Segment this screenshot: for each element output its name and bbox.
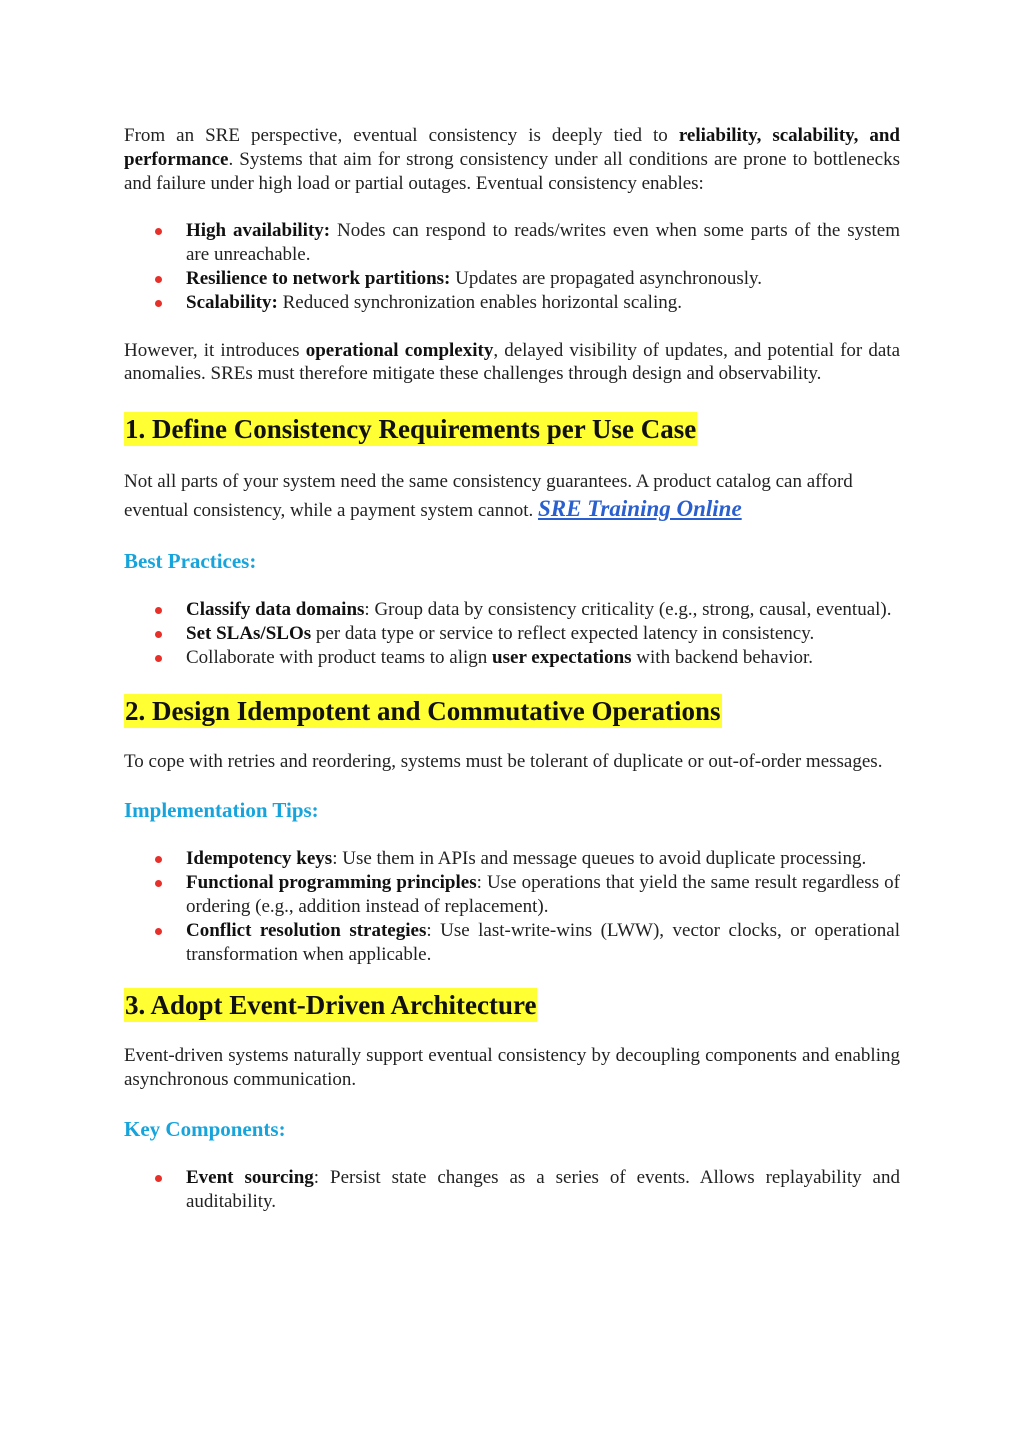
list-item: Conflict resolution strategies: Use last-write-wins (LWW), vector clocks, or operational transformation when applicable.	[124, 919, 900, 967]
list-item: Event sourcing: Persist state changes as a series of events. Allows replayability and auditability.	[124, 1166, 900, 1214]
key-components-list	[124, 1166, 900, 1214]
intro-list	[124, 219, 900, 314]
bullet-icon	[155, 607, 162, 614]
list-item: Idempotency keys: Use them in APIs and message queues to avoid duplicate processing.	[124, 847, 900, 871]
list-item: Scalability: Reduced synchronization enables horizontal scaling.	[124, 291, 900, 315]
implementation-tips-list	[124, 847, 900, 966]
list-item: Classify data domains: Group data by consistency criticality (e.g., strong, causal, eventual).	[124, 598, 900, 622]
list-item: High availability: Nodes can respond to reads/writes even when some parts of the system are unreachable.	[124, 219, 900, 267]
key-components-subheading: Key Components:	[124, 1116, 286, 1141]
section-1-heading: 1. Define Consistency Requirements per Use Case	[125, 414, 697, 445]
bullet-icon	[155, 928, 162, 935]
best-practices-list	[124, 598, 900, 669]
list-item: Functional programming principles: Use operations that yield the same result regardless of ordering (e.g., addition instead of replacement).	[124, 871, 900, 919]
list-item: Set SLAs/SLOs per data type or service to reflect expected latency in consistency.	[124, 622, 900, 646]
sre-training-link[interactable]: SRE Training Online	[538, 496, 742, 522]
section-1-paragraph: Not all parts of your system need the same consistency guarantees. A product catalog can afford eventual consistency, while a payment system cannot. SRE Training Online	[124, 471, 853, 522]
section-3-heading: 3. Adopt Event-Driven Architecture	[125, 990, 537, 1021]
bullet-icon	[155, 631, 162, 638]
implementation-tips-subheading: Implementation Tips:	[124, 798, 319, 823]
section-2-heading: 2. Design Idempotent and Commutative Operations	[125, 695, 721, 726]
bullet-icon	[155, 856, 162, 863]
best-practices-subheading: Best Practices:	[124, 549, 257, 574]
bullet-icon	[155, 228, 162, 235]
section-2-paragraph: To cope with retries and reordering, systems must be tolerant of duplicate or out-of-order messages.	[124, 750, 883, 772]
list-item: Resilience to network partitions: Updates are propagated asynchronously.	[124, 267, 900, 291]
section-3-paragraph: Event-driven systems naturally support eventual consistency by decoupling components and enabling asynchronous communication.	[124, 1045, 900, 1091]
list-item: Collaborate with product teams to align user expectations with backend behavior.	[124, 646, 900, 670]
bullet-icon	[155, 655, 162, 662]
bullet-icon	[155, 1175, 162, 1182]
bullet-icon	[155, 300, 162, 307]
document-content	[124, 124, 900, 1214]
however-paragraph: However, it introduces operational complexity, delayed visibility of updates, and potential for data anomalies. SREs must therefore mitigate these challenges through design and observability.	[124, 339, 901, 385]
bullet-icon	[155, 880, 162, 887]
intro-paragraph: From an SRE perspective, eventual consistency is deeply tied to reliability, scalability, and performance. Systems that aim for strong consistency under all conditions are prone to bottlenecks and failure under high load or partial outages. Eventual consistency enables:	[124, 125, 900, 194]
bullet-icon	[155, 276, 162, 283]
